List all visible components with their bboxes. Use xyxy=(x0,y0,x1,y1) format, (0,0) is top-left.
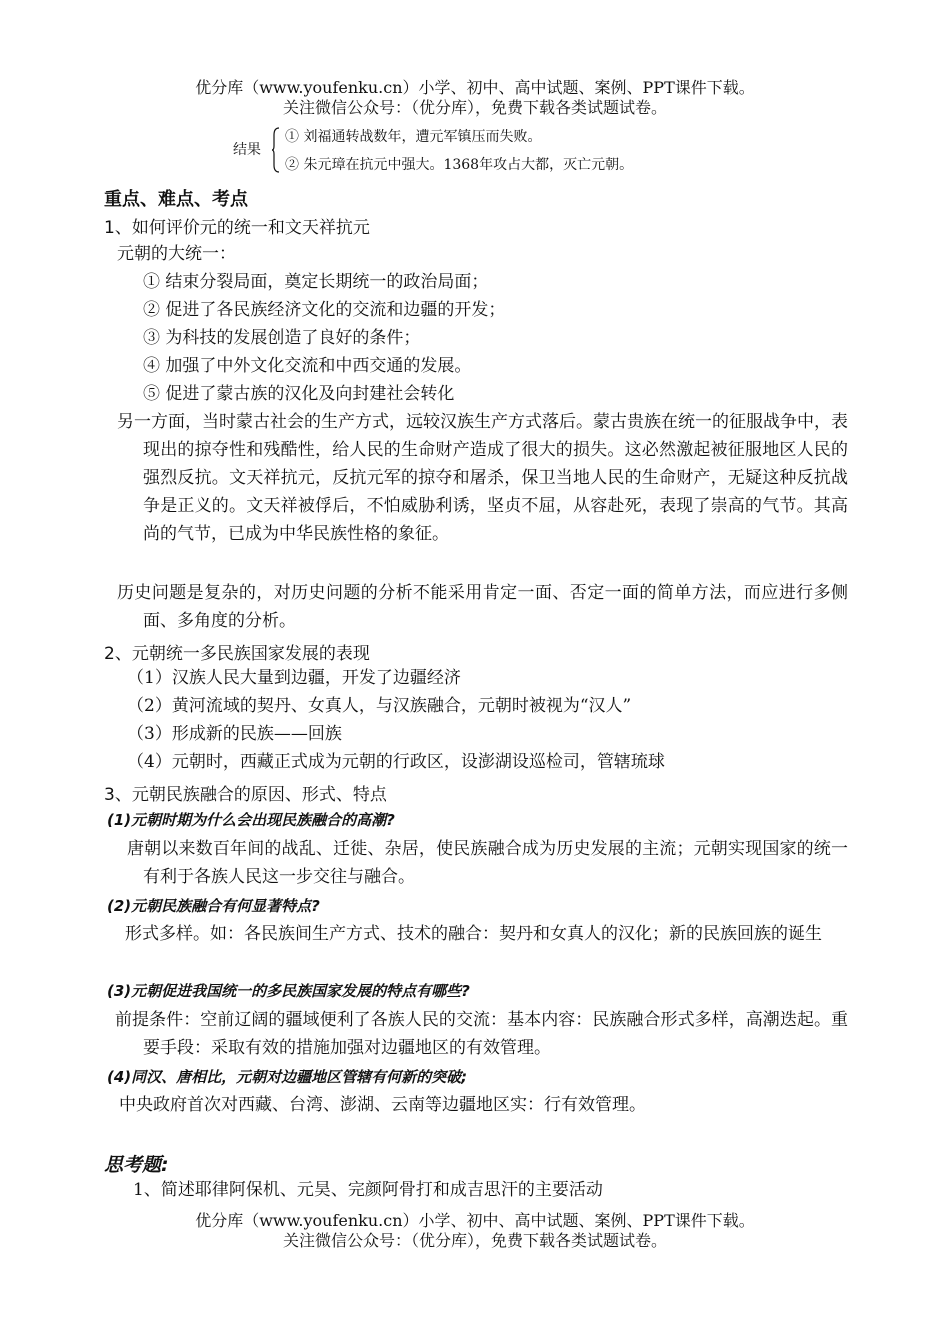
thinking-item-1: 1、简述耶律阿保机、元昊、完颜阿骨打和成吉思汗的主要活动 xyxy=(133,1180,603,1200)
result-label: 结果 xyxy=(233,142,261,158)
topic3-answer-2: 形式多样。如：各民族间生产方式、技术的融合：契丹和女真人的汉化；新的民族回族的诞生 xyxy=(125,924,822,944)
topic3-answer-3: 前提条件：空前辽阔的疆域便利了各族人民的交流：基本内容：民族融合形式多样，高潮迭起。重要手段：采取有效的措施加强对边疆地区的有效管理。 xyxy=(115,1010,848,1058)
topic2-item-2: （2）黄河流域的契丹、女真人，与汉族融合，元朝时被视为“汉人” xyxy=(127,696,632,716)
topic3-question-2: (2)元朝民族融合有何显著特点? xyxy=(107,897,320,915)
topic1-point-1: ① 结束分裂局面，奠定长期统一的政治局面； xyxy=(143,272,489,292)
topic1-other-side: 另一方面，当时蒙古社会的生产方式，远较汉族生产方式落后。蒙古贵族在统一的征服战争中，表现出的掠夺性和残酷性，给人民的生命财产造成了很大的损失。这必然激起被征服地区人民的强烈反抗。文天祥抗元，反抗元军的掠夺和屠杀，保卫当地人民的生命财产，无疑这种反抗战争是正义的。文天祥被俘后，不怕威胁利诱，坚贞不屈，从容赴死，表现了崇高的气节。其高尚的气节，已成为中华民族性格的象征。 xyxy=(117,412,848,544)
section-title: 重点、难点、考点 xyxy=(104,189,248,210)
brace-icon xyxy=(272,127,280,173)
topic3-question-4: (4)同汉、唐相比，元朝对边疆地区管辖有何新的突破; xyxy=(107,1068,468,1086)
topic1-conclusion: 历史问题是复杂的，对历史问题的分析不能采用肯定一面、否定一面的简单方法，而应进行多侧面、多角度的分析。 xyxy=(117,583,848,631)
topic1-intro: 元朝的大统一： xyxy=(117,244,236,264)
topic1-point-3: ③ 为科技的发展创造了良好的条件； xyxy=(143,328,421,348)
header-line-1: 优分库（www.youfenku.cn）小学、初中、高中试题、案例、PPT课件下载。 xyxy=(195,78,755,97)
result-item-1: ① 刘福通转战数年，遭元军镇压而失败。 xyxy=(285,129,542,145)
topic1-point-2: ② 促进了各民族经济文化的交流和边疆的开发； xyxy=(143,300,506,320)
topic1-point-4: ④ 加强了中外文化交流和中西交通的发展。 xyxy=(143,356,472,376)
footer-line-2: 关注微信公众号：（优分库），免费下载各类试题试卷。 xyxy=(282,1231,667,1250)
topic3-answer-4: 中央政府首次对西藏、台湾、澎湖、云南等边疆地区实：行有效管理。 xyxy=(119,1095,646,1115)
topic3-title: 3、元朝民族融合的原因、形式、特点 xyxy=(104,785,387,805)
topic3-answer-1: 唐朝以来数百年间的战乱、迁徙、杂居，使民族融合成为历史发展的主流；元朝实现国家的统一有利于各族人民这一步交往与融合。 xyxy=(127,839,848,887)
topic3-question-1: (1)元朝时期为什么会出现民族融合的高潮? xyxy=(107,811,395,829)
topic2-item-3: （3）形成新的民族——回族 xyxy=(127,724,342,744)
footer-line-1: 优分库（www.youfenku.cn）小学、初中、高中试题、案例、PPT课件下载。 xyxy=(195,1211,755,1230)
topic3-question-3: (3)元朝促进我国统一的多民族国家发展的特点有哪些? xyxy=(107,982,470,1000)
topic1-title: 1、如何评价元的统一和文天祥抗元 xyxy=(104,218,370,238)
topic2-title: 2、元朝统一多民族国家发展的表现 xyxy=(104,644,370,664)
topic2-item-1: （1）汉族人民大量到边疆，开发了边疆经济 xyxy=(127,668,461,688)
topic2-item-4: （4）元朝时，西藏正式成为元朝的行政区，设澎湖设巡检司，管辖琉球 xyxy=(127,752,665,772)
topic1-point-5: ⑤ 促进了蒙古族的汉化及向封建社会转化 xyxy=(143,384,455,404)
thinking-title: 思考题: xyxy=(104,1154,169,1176)
header-line-2: 关注微信公众号：（优分库），免费下载各类试题试卷。 xyxy=(282,98,667,117)
result-item-2: ② 朱元璋在抗元中强大。1368年攻占大都，灭亡元朝。 xyxy=(285,157,634,173)
